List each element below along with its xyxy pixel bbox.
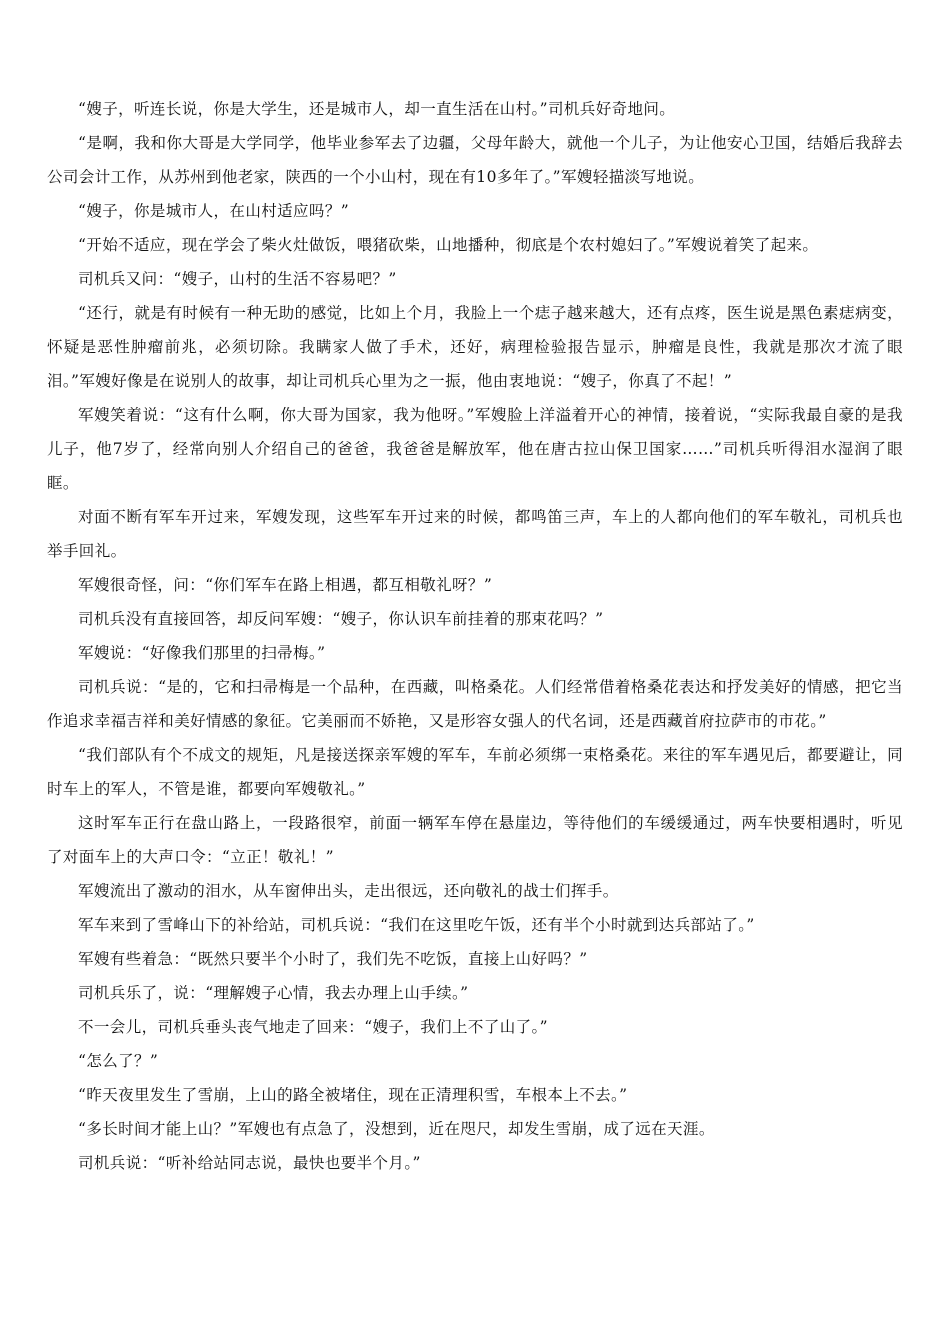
- paragraph-4: “开始不适应，现在学会了柴火灶做饭，喂猪砍柴，山地播种，彻底是个农村媳妇了。”军嫂说着笑了起来。: [78, 236, 819, 254]
- paragraph-22: “多长时间才能上山？”军嫂也有点急了，没想到，近在咫尺，却发生雪崩，成了远在天涯。: [78, 1120, 715, 1138]
- paragraph-18: 司机兵乐了，说：“理解嫂子心情，我去办理上山手续。”: [78, 984, 469, 1002]
- paragraph-23: 司机兵说：“听补给站同志说，最快也要半个月。”: [78, 1154, 421, 1172]
- paragraph-16: 军车来到了雪峰山下的补给站，司机兵说：“我们在这里吃午饭，还有半个小时就到达兵部站了。”: [78, 916, 755, 934]
- paragraph-7: 军嫂笑着说：“这有什么啊，你大哥为国家，我为他呀。”军嫂脸上洋溢着开心的神情，接着说，“实际我最自豪的是我儿子，他7岁了，经常向别人介绍自己的爸爸，我爸爸是解放军，他在唐古拉山保卫国家……”司机兵听得泪水湿润了眼眶。: [47, 406, 903, 492]
- paragraph-17: 军嫂有些着急：“既然只要半个小时了，我们先不吃饭，直接上山好吗？”: [78, 950, 588, 968]
- paragraph-12: 司机兵说：“是的，它和扫帚梅是一个品种，在西藏，叫格桑花。人们经常借着格桑花表达和抒发美好的情感，把它当作追求幸福吉祥和美好情感的象征。它美丽而不娇艳，又是形容女强人的代名词，还是西藏首府拉萨市的市花。”: [47, 678, 903, 730]
- paragraph-13: “我们部队有个不成文的规矩，凡是接送探亲军嫂的军车，车前必须绑一束格桑花。来往的军车遇见后，都要避让，同时车上的军人，不管是谁，都要向军嫂敬礼。”: [47, 746, 903, 798]
- paragraph-5: 司机兵又问：“嫂子，山村的生活不容易吧？”: [78, 270, 397, 288]
- paragraph-3: “嫂子，你是城市人，在山村适应吗？”: [78, 202, 350, 220]
- paragraph-14: 这时军车正行在盘山路上，一段路很窄，前面一辆军车停在悬崖边，等待他们的车缓缓通过，两车快要相遇时，听见了对面车上的大声口令：“立正！敬礼！”: [47, 814, 903, 866]
- paragraph-2: “是啊，我和你大哥是大学同学，他毕业参军去了边疆，父母年龄大，就他一个儿子，为让他安心卫国，结婚后我辞去公司会计工作，从苏州到他老家，陕西的一个小山村，现在有10多年了。”军嫂轻描淡写地说。: [47, 134, 903, 186]
- paragraph-6: “还行，就是有时候有一种无助的感觉，比如上个月，我脸上一个痣子越来越大，还有点疼，医生说是黑色素痣病变，怀疑是恶性肿瘤前兆，必须切除。我瞒家人做了手术，还好，病理检验报告显示，肿瘤是良性，我就是那次才流了眼泪。”军嫂好像是在说别人的故事，却让司机兵心里为之一振，他由衷地说：“嫂子，你真了不起！”: [47, 304, 903, 390]
- paragraph-10: 司机兵没有直接回答，却反问军嫂：“嫂子，你认识车前挂着的那束花吗？”: [78, 610, 604, 628]
- paragraph-11: 军嫂说：“好像我们那里的扫帚梅。”: [78, 644, 326, 662]
- document-page: [47, 92, 903, 1180]
- paragraph-1: “嫂子，听连长说，你是大学生，还是城市人，却一直生活在山村。”司机兵好奇地问。: [78, 100, 676, 118]
- paragraph-9: 军嫂很奇怪，问：“你们军车在路上相遇，都互相敬礼呀？”: [78, 576, 493, 594]
- paragraph-21: “昨天夜里发生了雪崩，上山的路全被堵住，现在正清理积雪，车根本上不去。”: [78, 1086, 628, 1104]
- paragraph-19: 不一会儿，司机兵垂头丧气地走了回来：“嫂子，我们上不了山了。”: [78, 1018, 549, 1036]
- paragraph-8: 对面不断有军车开过来，军嫂发现，这些军车开过来的时候，都鸣笛三声，车上的人都向他们的军车敬礼，司机兵也举手回礼。: [47, 508, 903, 560]
- paragraph-20: “怎么了？”: [78, 1052, 159, 1070]
- paragraph-15: 军嫂流出了激动的泪水，从车窗伸出头，走出很远，还向敬礼的战士们挥手。: [78, 882, 619, 900]
